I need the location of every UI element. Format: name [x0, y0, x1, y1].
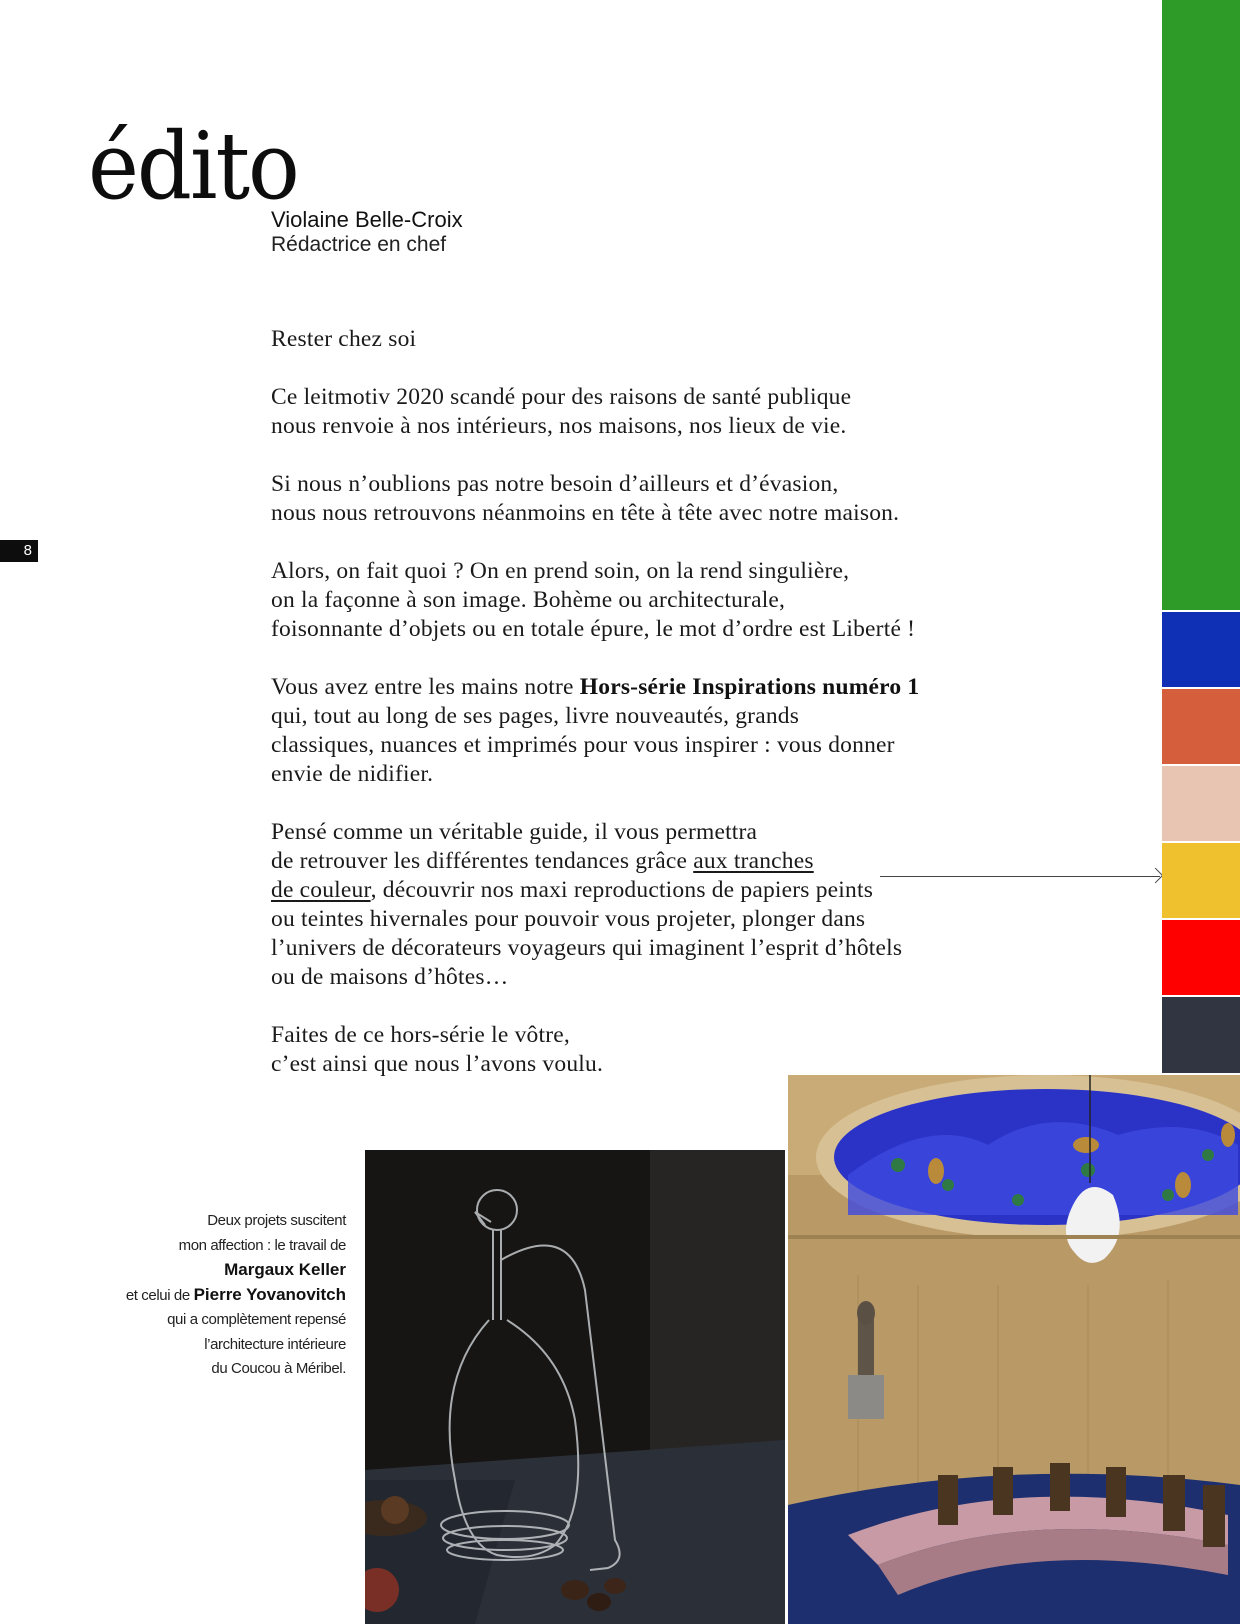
text-line: Ce leitmotiv 2020 scandé pour des raisons de santé publique	[271, 384, 852, 410]
arrow-to-color-tabs	[880, 876, 1160, 877]
color-tab-pink[interactable]	[1162, 766, 1240, 841]
text-line: classiques, nuances et imprimés pour vous inspirer : vous donner	[271, 732, 895, 758]
editorial-body	[271, 325, 991, 1108]
caption-line: mon affection : le travail de	[178, 1236, 346, 1254]
text-line: ou teintes hivernales pour pouvoir vous projeter, plonger dans	[271, 906, 866, 932]
text-line: Rester chez soi	[271, 326, 417, 352]
text-line: envie de nidifier.	[271, 761, 434, 787]
text-line: Si nous n’oublions pas notre besoin d’ailleurs et d’évasion,	[271, 471, 839, 497]
paragraph-3	[271, 470, 991, 528]
carafe-photo	[365, 1150, 785, 1624]
color-tab-green[interactable]	[1162, 0, 1240, 610]
caption-line: et celui de	[125, 1286, 194, 1304]
text-line: qui, tout au long de ses pages, livre nouveautés, grands	[271, 703, 800, 729]
text-line: , découvrir nos maxi reproductions de papiers peints	[370, 877, 874, 903]
text-line: Alors, on fait quoi ? On en prend soin, on la rend singulière,	[271, 558, 850, 584]
color-tab-dark[interactable]	[1162, 997, 1240, 1073]
caption-line: l’architecture intérieure	[204, 1335, 346, 1353]
author-block	[271, 207, 463, 257]
carafe-illustration	[365, 1150, 785, 1624]
text-line: Faites de ce hors-série le vôtre,	[271, 1022, 570, 1048]
text-line: nous renvoie à nos intérieurs, nos maisons, nos lieux de vie.	[271, 413, 847, 439]
paragraph-4	[271, 557, 991, 644]
paragraph-6	[271, 818, 991, 992]
photo-caption	[40, 1209, 346, 1382]
text-line: l’univers de décorateurs voyageurs qui imaginent l’esprit d’hôtels	[271, 935, 903, 961]
caption-designer-name: Margaux Keller	[224, 1260, 346, 1279]
page-title: édito	[88, 112, 298, 221]
caption-line: Deux projets suscitent	[207, 1212, 346, 1229]
paragraph-2	[271, 383, 991, 441]
highlight-hors-serie: Hors-série Inspirations numéro 1	[579, 674, 920, 700]
text-line: on la façonne à son image. Bohème ou architecturale,	[271, 587, 786, 613]
caption-line: du Coucou à Méribel.	[211, 1360, 346, 1377]
text-line: nous nous retrouvons néanmoins en tête à tête avec notre maison.	[271, 500, 900, 526]
color-tab-red[interactable]	[1162, 920, 1240, 995]
text-line: Pensé comme un véritable guide, il vous permettra	[271, 819, 758, 845]
color-tab-yellow[interactable]	[1162, 843, 1240, 918]
caption-architect-name: Pierre Yovanovitch	[193, 1284, 346, 1304]
text-line: Vous avez entre les mains notre	[271, 674, 580, 700]
author-name: Violaine Belle-Croix	[271, 207, 463, 232]
coucou-interior-photo	[788, 1075, 1240, 1624]
page-number: 8	[0, 540, 38, 562]
color-tabs-link[interactable]: aux tranches	[693, 848, 814, 874]
caption-line: qui a complètement repensé	[167, 1311, 346, 1328]
paragraph-5	[271, 673, 991, 789]
color-tab-orange[interactable]	[1162, 689, 1240, 764]
paragraph-1	[271, 325, 991, 354]
paragraph-7	[271, 1021, 991, 1079]
text-line: ou de maisons d’hôtes…	[271, 964, 509, 990]
text-line: foisonnante d’objets ou en totale épure, le mot d’ordre est Liberté !	[271, 616, 916, 642]
text-line: c’est ainsi que nous l’avons voulu.	[271, 1051, 604, 1077]
text-line: de retrouver les différentes tendances grâce	[271, 848, 694, 874]
author-role: Rédactrice en chef	[271, 233, 447, 256]
color-tab-blue[interactable]	[1162, 612, 1240, 687]
interior-illustration	[788, 1075, 1240, 1624]
color-tabs-link-cont[interactable]: de couleur	[271, 877, 371, 903]
